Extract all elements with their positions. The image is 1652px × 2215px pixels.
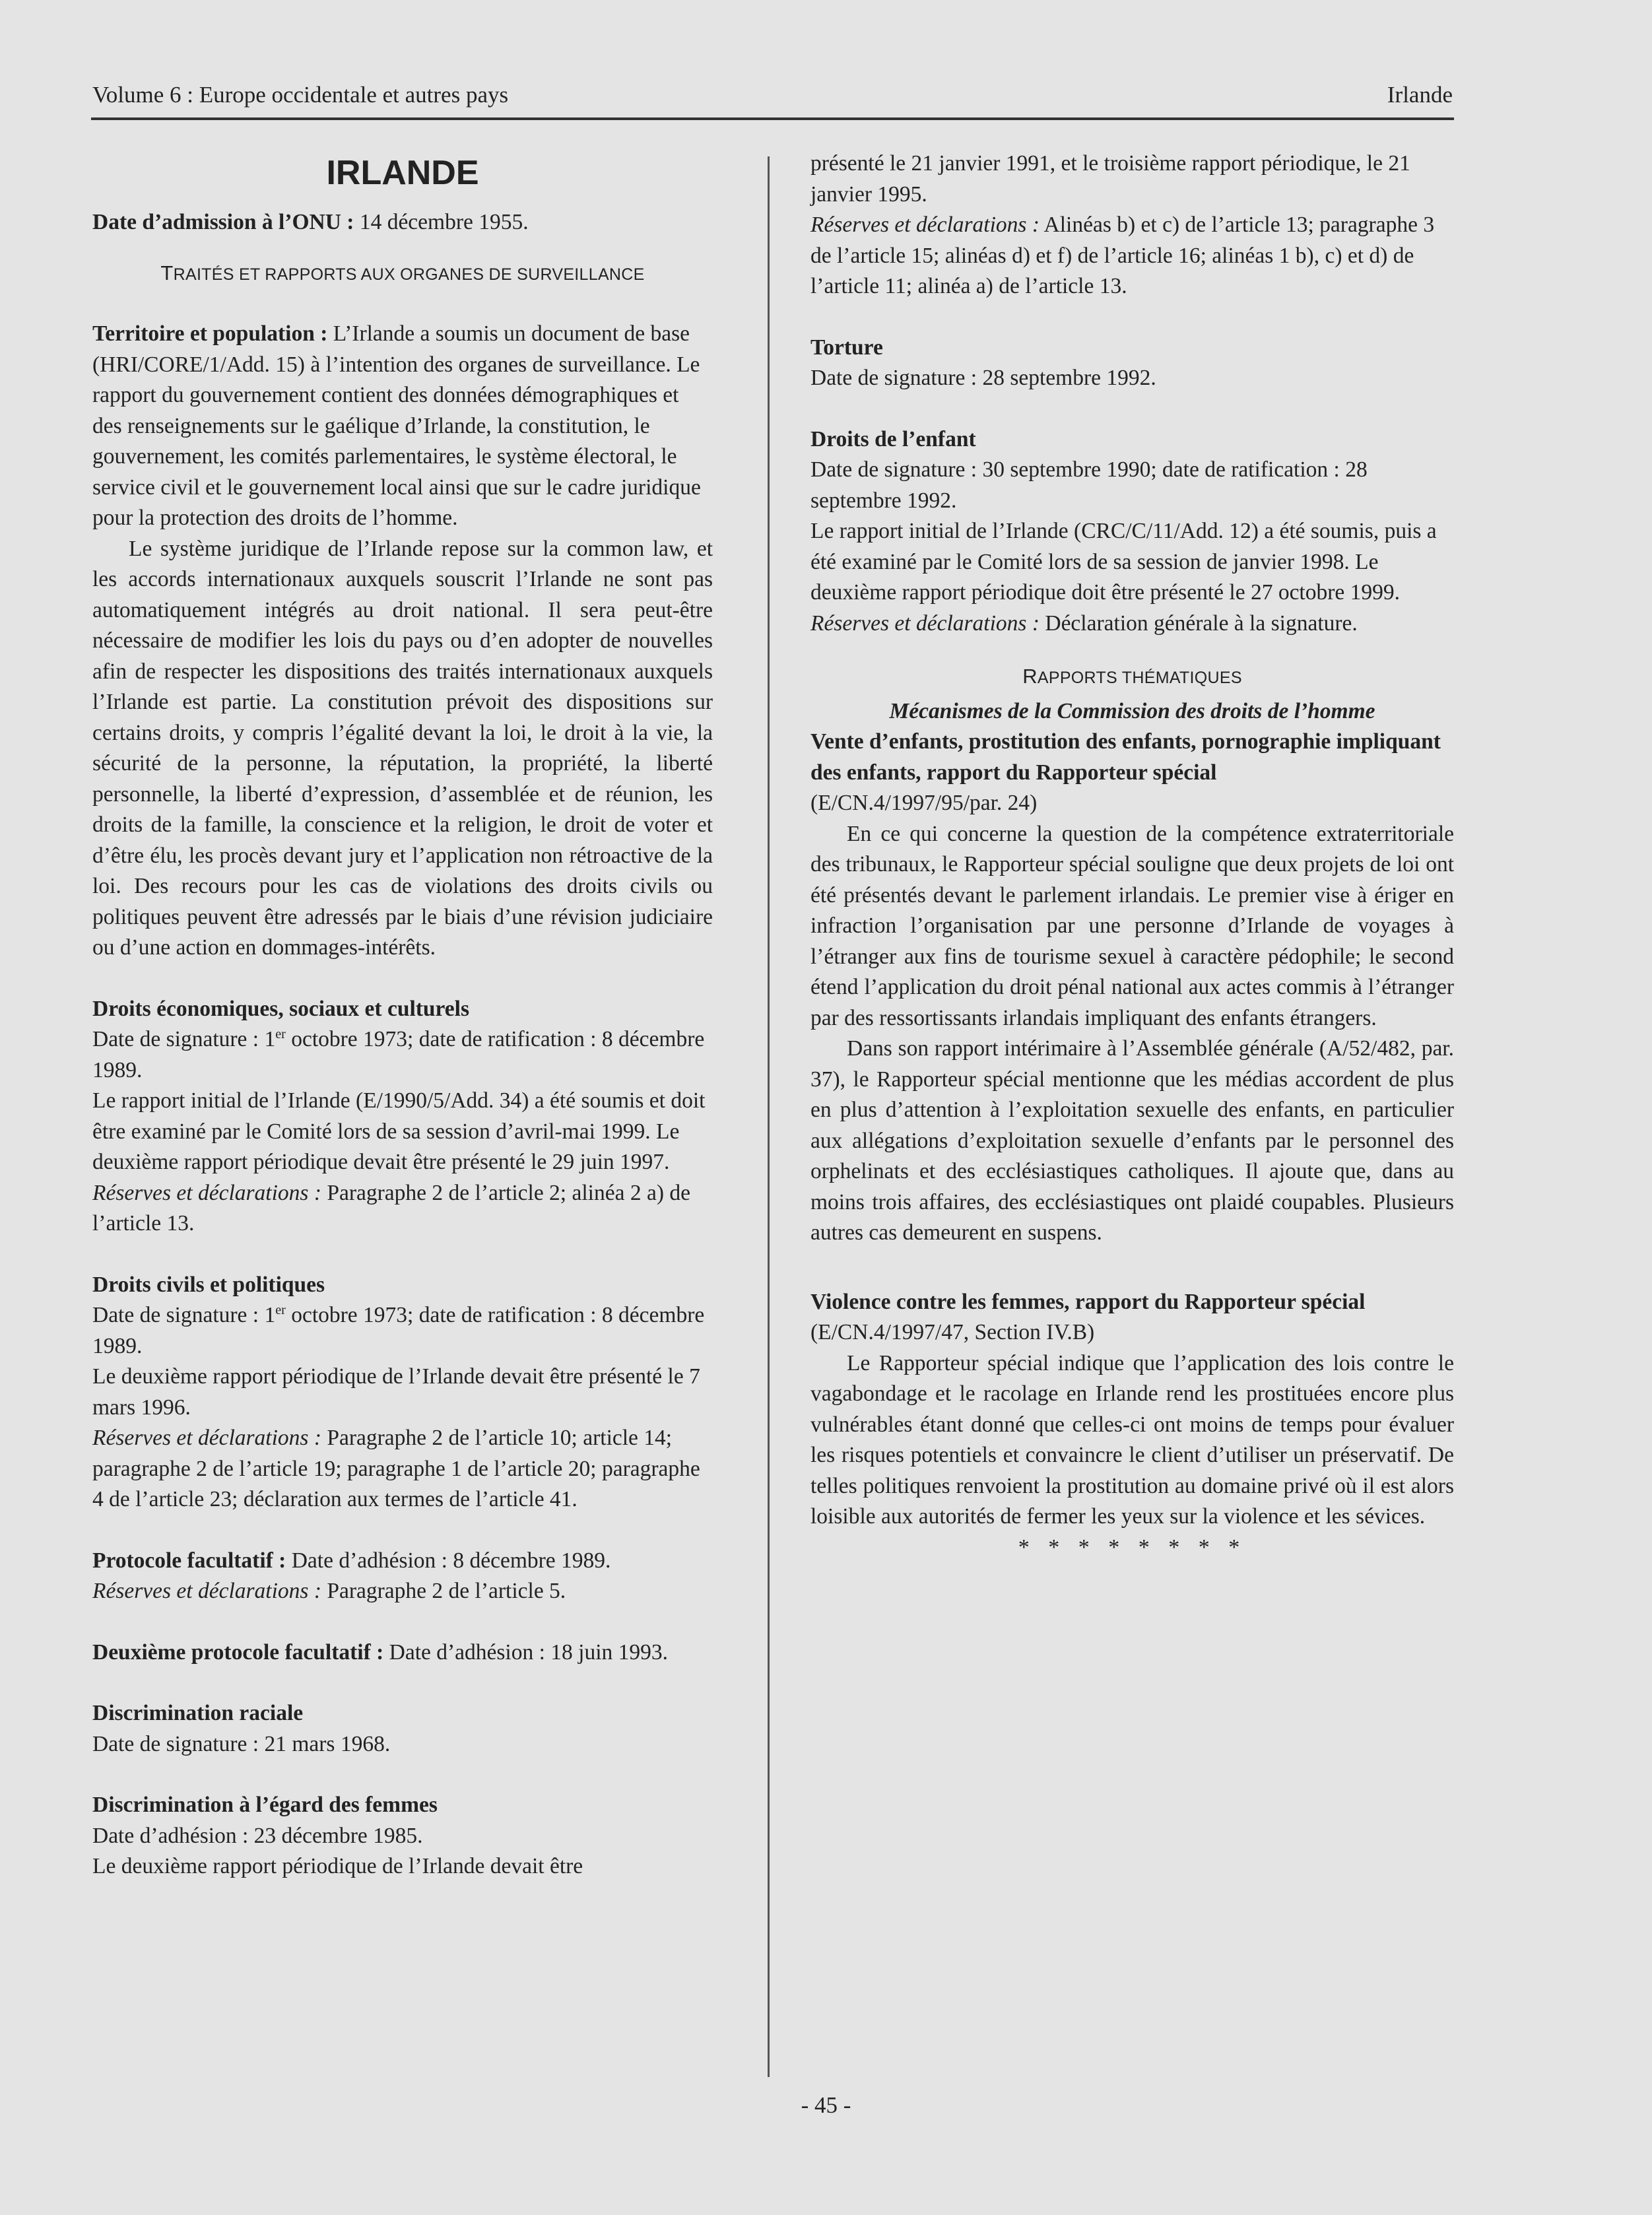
df-text2: Le deuxième rapport périodique de l’Irlande devait être bbox=[92, 1854, 583, 1878]
desc-reserves: Réserves et déclarations : Paragraphe 2 de l’article 2; alinéa 2 a) de l’article 13. bbox=[92, 1180, 690, 1236]
admission-label: Date d’admission à l’ONU : bbox=[92, 210, 354, 234]
admission-value: 14 décembre 1955. bbox=[354, 210, 529, 234]
section-discrimination-femmes bbox=[92, 1790, 713, 1882]
violence-paragraph: Le Rapporteur spécial indique que l’application des lois contre le vagabondage et le racolage en Irlande rend les prostituées encore plus vulnérables étant donné que celles-ci ont moins de temps pour évaluer les risques potentiels et convaincre le client d’utiliser un préservatif. De telles politiques renvoient la prostitution au domaine privé où il est alors loisible aux autorités de fermer les yeux sur la violence et les sévices. bbox=[810, 1350, 1454, 1529]
section-deuxieme-protocole bbox=[92, 1637, 713, 1669]
desc-title: Droits économiques, sociaux et culturels bbox=[92, 996, 470, 1021]
mechanisms-heading: Mécanismes de la Commission des droits de l’homme bbox=[889, 698, 1375, 723]
right-column bbox=[810, 149, 1454, 1563]
territoire-text: L’Irlande a soumis un document de base (HRI/CORE/1/Add. 15) à l’intention des organes de surveillance. Le rapport du gouvernement contient des données démographiques et des renseignements sur le gaélique d’Irlande, la constitution, le gouvernement, les comités parlementaires, le système électoral, le service civil et le gouvernement local ainsi que sur le cadre juridique pour la protection des droits de l’homme. bbox=[92, 321, 701, 530]
desc-report: Le rapport initial de l’Irlande (E/1990/5/Add. 34) a été soumis et doit être examiné par le Comité lors de sa session d’avril-mai 1999. Le deuxième rapport périodique devait être présenté le 29 juin 1997. bbox=[92, 1088, 706, 1174]
admission-line bbox=[92, 207, 713, 238]
df-text1: Date d’adhésion : 23 décembre 1985. bbox=[92, 1823, 423, 1848]
section-torture bbox=[810, 333, 1454, 394]
dcp-reserves: Réserves et déclarations : Paragraphe 2 de l’article 10; article 14; paragraphe 2 de l’article 19; paragraphe 1 de l’article 20; paragraphe 4 de l’article 23; déclaration aux termes de l’article 41. bbox=[92, 1426, 700, 1511]
df-title: Discrimination à l’égard des femmes bbox=[92, 1793, 438, 1817]
vente-paragraph-2: Dans son rapport intérimaire à l’Assemblée générale (A/52/482, par. 37), le Rapporteur spécial mentionne que les médias accordent de plus en plus d’attention à l’exploitation sexuelle des enfants, en particulier aux allégations d’exploitation sexuelle d’enfants par le personnel des orphelinats et des ecclésiastiques catholiques. Il ajoute que, dans au moins trois affaires, des ecclésiastiques ont plaidé coupables. Plusieurs autres cas demeurent en suspens. bbox=[810, 1036, 1454, 1245]
header-volume-title: Volume 6 : Europe occidentale et autres pays bbox=[92, 82, 509, 108]
territoire-paragraph bbox=[92, 319, 713, 534]
dcp-report: Le deuxième rapport périodique de l’Irlande devait être présenté le 7 mars 1996. bbox=[92, 1364, 700, 1420]
dcp-signature: Date de signature : 1er octobre 1973; date de ratification : 8 décembre 1989. bbox=[92, 1302, 705, 1358]
df-reserves: Réserves et déclarations : Alinéas b) et c) de l’article 13; paragraphe 3 de l’article 15; alinéas d) et f) de l’article 16; alinéas 1 b), c) et d) de l’article 11; alinéa a) de l’article 13. bbox=[810, 213, 1435, 298]
df-continued: présenté le 21 janvier 1991, et le troisième rapport périodique, le 21 janvier 1995. bbox=[810, 151, 1410, 207]
pf-reserves: Réserves et déclarations : Paragraphe 2 de l’article 5. bbox=[92, 1579, 566, 1603]
torture-text: Date de signature : 28 septembre 1992. bbox=[810, 366, 1156, 390]
section-violence bbox=[810, 1287, 1454, 1533]
territoire-label: Territoire et population : bbox=[92, 321, 328, 346]
enfant-report: Le rapport initial de l’Irlande (CRC/C/11/Add. 12) a été soumis, puis a été examiné par le Comité lors de sa session de janvier 1998. Le deuxième rapport périodique doit être présenté le 27 octobre 1999. bbox=[810, 519, 1437, 605]
juridique-paragraph: Le système juridique de l’Irlande repose sur la common law, et les accords internationaux auxquels souscrit l’Irlande ne sont pas automatiquement intégrés au droit national. Il sera peut-être nécessaire de modifier les lois du pays ou d’en adopter de nouvelles afin de respecter les dispositions des traités internationaux auxquels l’Irlande est partie. La constitution prévoit des dispositions sur certains droits, y compris l’égalité devant la loi, le droit à la vie, la sécurité de la personne, la réputation, la propriété, la liberté personnelle, la liberté d’expression, d’assemblée et de réunion, les droits de la famille, la conscience et la religion, le droit de voter et d’être élu, les procès devant jury et l’application non rétroactive de la loi. Des recours pour les cas de violations des droits civils ou politiques peuvent être adressés par le biais d’une révision judiciaire ou d’une action en dommages-intérêts. bbox=[92, 536, 713, 960]
header-country: Irlande bbox=[1387, 82, 1453, 108]
enfant-signature: Date de signature : 30 septembre 1990; date de ratification : 28 septembre 1992. bbox=[810, 457, 1368, 513]
section-discrimination-raciale bbox=[92, 1698, 713, 1760]
vente-title: Vente d’enfants, prostitution des enfants, pornographie impliquant des enfants, rapport du Rapporteur spécial bbox=[810, 729, 1441, 785]
violence-heading: Violence contre les femmes, rapport du Rapporteur spécial (E/CN.4/1997/47, Section IV.B) bbox=[810, 1289, 1366, 1344]
vente-ref: (E/CN.4/1997/95/par. 24) bbox=[810, 791, 1038, 815]
running-header bbox=[91, 78, 1454, 120]
section-desc bbox=[92, 994, 713, 1240]
enfant-title: Droits de l’enfant bbox=[810, 426, 976, 451]
pf-line: Protocole facultatif : Date d’adhésion : 8 décembre 1989. bbox=[92, 1548, 611, 1573]
page-number: - 45 - bbox=[801, 2092, 851, 2118]
dr-text: Date de signature : 21 mars 1968. bbox=[92, 1731, 391, 1756]
vente-paragraph-1: En ce qui concerne la question de la compétence extraterritoriale des tribunaux, le Rapporteur spécial souligne que deux projets de loi ont été présentés devant le parlement irlandais. Le premier vise à ériger en infraction l’organisation par une personne d’Irlande de voyages à l’étranger aux fins de tourisme sexuel à caractère pédophile; le second étend l’application du droit pénal national aux actes commis à l’étranger par des ressortissants irlandais impliquant des enfants étrangers. bbox=[810, 821, 1454, 1030]
column-divider bbox=[768, 156, 770, 2077]
section-dcp bbox=[92, 1270, 713, 1515]
dr-title: Discrimination raciale bbox=[92, 1701, 304, 1725]
treaties-heading: TRAITÉS ET RAPPORTS AUX ORGANES DE SURVEILLANCE bbox=[160, 261, 645, 284]
section-protocole bbox=[92, 1546, 713, 1607]
left-column bbox=[92, 149, 713, 1882]
enfant-reserves: Réserves et déclarations : Déclaration générale à la signature. bbox=[810, 611, 1358, 636]
page-title: IRLANDE bbox=[326, 154, 479, 192]
dpf-line: Deuxième protocole facultatif : Date d’adhésion : 18 juin 1993. bbox=[92, 1639, 669, 1665]
section-enfant bbox=[810, 424, 1454, 640]
desc-signature: Date de signature : 1er octobre 1973; date de ratification : 8 décembre 1989. bbox=[92, 1026, 705, 1082]
section-separator-stars: * * * * * * * * bbox=[1018, 1535, 1247, 1560]
torture-title: Torture bbox=[810, 335, 883, 360]
dcp-title: Droits civils et politiques bbox=[92, 1272, 325, 1297]
thematic-heading: RAPPORTS THÉMATIQUES bbox=[1022, 665, 1242, 688]
section-vente bbox=[810, 727, 1454, 1249]
